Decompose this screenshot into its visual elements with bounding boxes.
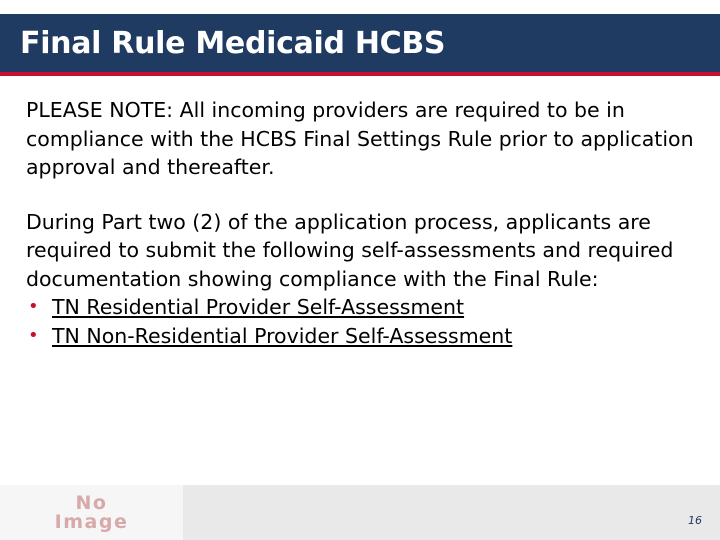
instructions-paragraph: During Part two (2) of the application process, applicants are required to submit the following self-assessments and required documentation showing compliance with the Final Rule: bbox=[26, 209, 674, 291]
no-image-placeholder bbox=[0, 485, 183, 540]
list-item bbox=[26, 322, 706, 351]
no-image-text-line2: Image bbox=[54, 510, 129, 533]
slide-title: Final Rule Medicaid HCBS bbox=[20, 26, 446, 61]
notice-paragraph: PLEASE NOTE: All incoming providers are required to be in compliance with the HCBS Final Settings Rule prior to application approval and thereafter. bbox=[26, 98, 694, 179]
slide-body bbox=[26, 96, 706, 350]
bullet-icon: • bbox=[28, 296, 39, 317]
non-residential-assessment-link[interactable]: TN Non-Residential Provider Self-Assessment bbox=[52, 323, 513, 348]
footer-bar bbox=[0, 485, 720, 540]
list-item bbox=[26, 293, 706, 322]
assessment-list bbox=[26, 293, 706, 350]
title-underline bbox=[0, 72, 720, 76]
no-image-text-line1: No bbox=[75, 491, 108, 514]
page-number: 16 bbox=[688, 514, 702, 527]
residential-assessment-link[interactable]: TN Residential Provider Self-Assessment bbox=[52, 295, 465, 319]
bullet-icon: • bbox=[28, 324, 39, 346]
title-bar bbox=[0, 14, 720, 76]
